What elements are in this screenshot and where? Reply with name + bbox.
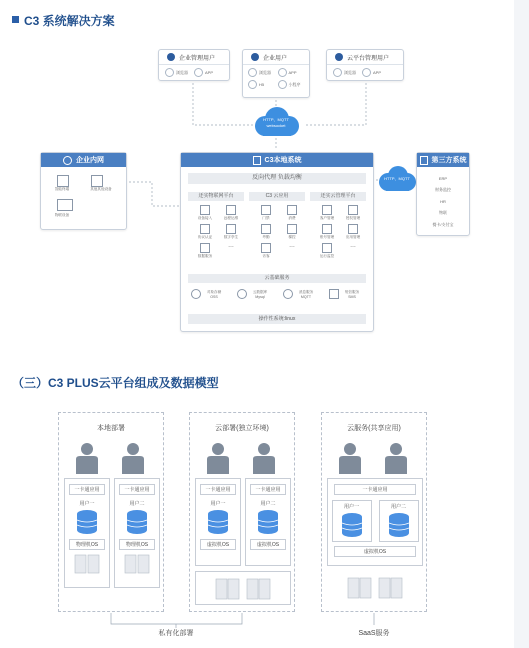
column-cloud-admin-platform: 还实云管理平台 [310, 192, 366, 201]
local-user-2: 用户二 [129, 501, 145, 507]
intranet-card [40, 152, 127, 230]
saas-title: 云服务(共享应用) [347, 425, 401, 432]
saas-user-1-box [332, 500, 372, 542]
private-deploy-label: 私有化部署 [158, 630, 194, 637]
grid-cell: 数据服务 [194, 243, 216, 259]
grid-cell: … [228, 243, 234, 249]
enterprise-admin-card [158, 49, 230, 81]
cloud-protocol-label: HTTP、MQTT [263, 117, 289, 122]
browser-icon [248, 68, 257, 77]
grid-cell: 考勤 [255, 224, 277, 240]
cloud-deploy-title: 云部署(独立环境) [215, 425, 269, 432]
app-icon [278, 68, 287, 77]
database-icon [237, 289, 247, 299]
person-icons [202, 443, 282, 475]
iot-grid [194, 205, 242, 259]
deployment-brackets [0, 600, 529, 648]
cloud-deploy-panel [189, 412, 295, 612]
third-party-item: HR [440, 199, 446, 204]
database-icon [76, 509, 98, 535]
storage-icon [191, 289, 201, 299]
enterprise-user-title: 企业用户 [263, 55, 288, 62]
device-icon [91, 175, 103, 187]
enterprise-user-item: 浏览器 [259, 69, 271, 75]
globe-icon [63, 156, 72, 165]
admin-user-icon [335, 53, 343, 61]
enterprise-user-item: H5 [259, 82, 265, 87]
database-icon [388, 512, 410, 538]
app-icon [362, 68, 371, 77]
saas-panel [321, 412, 427, 612]
cloud-os-2: 虚拟机OS [250, 539, 286, 550]
base-service-item: 对象存储 OSS [191, 289, 225, 299]
saas-service-label: SaaS服务 [358, 630, 390, 637]
enterprise-admin-title: 企业管理用户 [179, 55, 216, 62]
section1-title: C3 系统解决方案 [24, 14, 115, 28]
saas-os: 虚拟机OS [334, 546, 416, 557]
local-user-1: 用户一 [79, 501, 95, 507]
cloud-app-2: 一卡通应用 [250, 484, 286, 495]
enterprise-admin-item: APP [205, 70, 214, 75]
grid-cell: 应用管理 [342, 224, 364, 240]
local-app-1: 一卡通应用 [69, 484, 105, 495]
local-deploy-panel [58, 412, 164, 612]
third-party-item: ERP [438, 176, 448, 181]
third-party-title: 第三方系统 [431, 157, 467, 164]
app-icon [194, 68, 203, 77]
grid-cell: 协议认证 [194, 224, 216, 240]
column-c3-cloud-app: C3 云应用 [249, 192, 305, 201]
cloud-node-2 [245, 478, 291, 566]
enterprise-admin-item: 浏览器 [176, 69, 188, 75]
local-os-2: 物理机OS [119, 539, 155, 550]
c3-title: C3本地系统 [264, 157, 302, 164]
local-node-1 [64, 478, 110, 588]
person-icons [334, 443, 414, 475]
grid-cell: 账号管理 [316, 224, 338, 240]
base-service-item: 云数据库 Mysql [237, 289, 271, 299]
proxy-bar: 反向代理 负载均衡 [188, 173, 366, 184]
saas-user-2-box [379, 500, 419, 542]
admin-user-icon [167, 53, 175, 61]
intranet-item: 物联设备 [54, 213, 70, 217]
grid-cell: 设备接入 [194, 205, 216, 221]
app-grid [255, 205, 303, 259]
third-party-item: 财务监控 [435, 187, 451, 192]
section2-title: （三）C3 PLUS云平台组成及数据模型 [12, 376, 219, 390]
page-edge [514, 0, 529, 648]
intranet-title: 企业内网 [76, 157, 104, 164]
local-deploy-title: 本地部署 [97, 425, 125, 432]
cloud-os-1: 虚拟机OS [200, 539, 236, 550]
saas-node [327, 478, 423, 566]
grid-cell: 门禁 [255, 205, 277, 221]
message-icon [283, 289, 293, 299]
h5-icon [248, 80, 257, 89]
monitor-icon [57, 199, 73, 211]
intranet-item: 智能终端 [54, 187, 70, 191]
cloud-admin-item: 浏览器 [344, 69, 356, 75]
server-rack-icon [215, 578, 271, 600]
grid-cell: 数字孪生 [220, 224, 242, 240]
local-app-2: 一卡通应用 [119, 484, 155, 495]
terminal-icon [57, 175, 69, 187]
browser-icon [333, 68, 342, 77]
mini-program-icon [278, 80, 287, 89]
cloud-user-2: 用户二 [260, 501, 276, 507]
saas-user-1: 用户一 [343, 504, 359, 510]
grid-cell: … [350, 243, 356, 249]
sms-icon [329, 289, 339, 299]
server-icon [420, 156, 428, 165]
grid-cell: 运行监控 [316, 243, 338, 259]
server-rack-icon [347, 577, 403, 599]
user-icon [251, 53, 259, 61]
local-node-2 [114, 478, 160, 588]
admin-grid [316, 205, 364, 259]
cloud-app-1: 一卡通应用 [200, 484, 236, 495]
column-iot-platform: 还实物联网平台 [188, 192, 244, 201]
database-icon [257, 509, 279, 535]
os-bar: 操作性系统:linux [188, 314, 366, 324]
saas-user-2: 用户二 [390, 504, 406, 510]
grid-cell: 客户管理 [316, 205, 338, 221]
local-os-1: 物理机OS [69, 539, 105, 550]
saas-app: 一卡通应用 [334, 484, 416, 495]
cloud-admin-title: 云平台管理用户 [347, 55, 390, 62]
enterprise-user-card [242, 49, 310, 98]
server-icon [253, 156, 261, 165]
server-rack-icon [124, 554, 150, 574]
grid-cell: … [289, 243, 295, 249]
cloud-user-1: 用户一 [210, 501, 226, 507]
third-party-card [416, 152, 470, 236]
grid-cell: 授权管理 [342, 205, 364, 221]
cloud-protocol-label-3: HTTP、MQTT [384, 176, 410, 181]
cloud-node-1 [195, 478, 241, 566]
cloud-admin-card [326, 49, 404, 81]
base-service-item: 消息服务 MQTT [283, 289, 317, 299]
cloud-admin-item: APP [373, 70, 382, 75]
database-icon [341, 512, 363, 538]
grid-cell: 梯控 [281, 224, 303, 240]
c3-system-card [180, 152, 374, 332]
third-party-item: 物联 [439, 210, 447, 215]
grid-cell: 访客 [255, 243, 277, 259]
person-icons [71, 443, 151, 475]
database-icon [126, 509, 148, 535]
browser-icon [165, 68, 174, 77]
server-rack-icon [74, 554, 100, 574]
database-icon [207, 509, 229, 535]
grid-cell: 远程运维 [220, 205, 242, 221]
base-services-bar: 云基础服务 [188, 274, 366, 283]
enterprise-user-item: 小程序 [288, 81, 301, 87]
base-service-item: 短信服务 SMS [329, 289, 363, 299]
base-services-row [191, 289, 363, 299]
intranet-item: 其他其他设备 [90, 187, 112, 191]
enterprise-user-item: APP [288, 70, 297, 75]
grid-cell: 消费 [281, 205, 303, 221]
cloud-protocol-label-2: websocket [266, 123, 286, 128]
third-party-item: 餐卡/支付宝 [432, 222, 454, 227]
